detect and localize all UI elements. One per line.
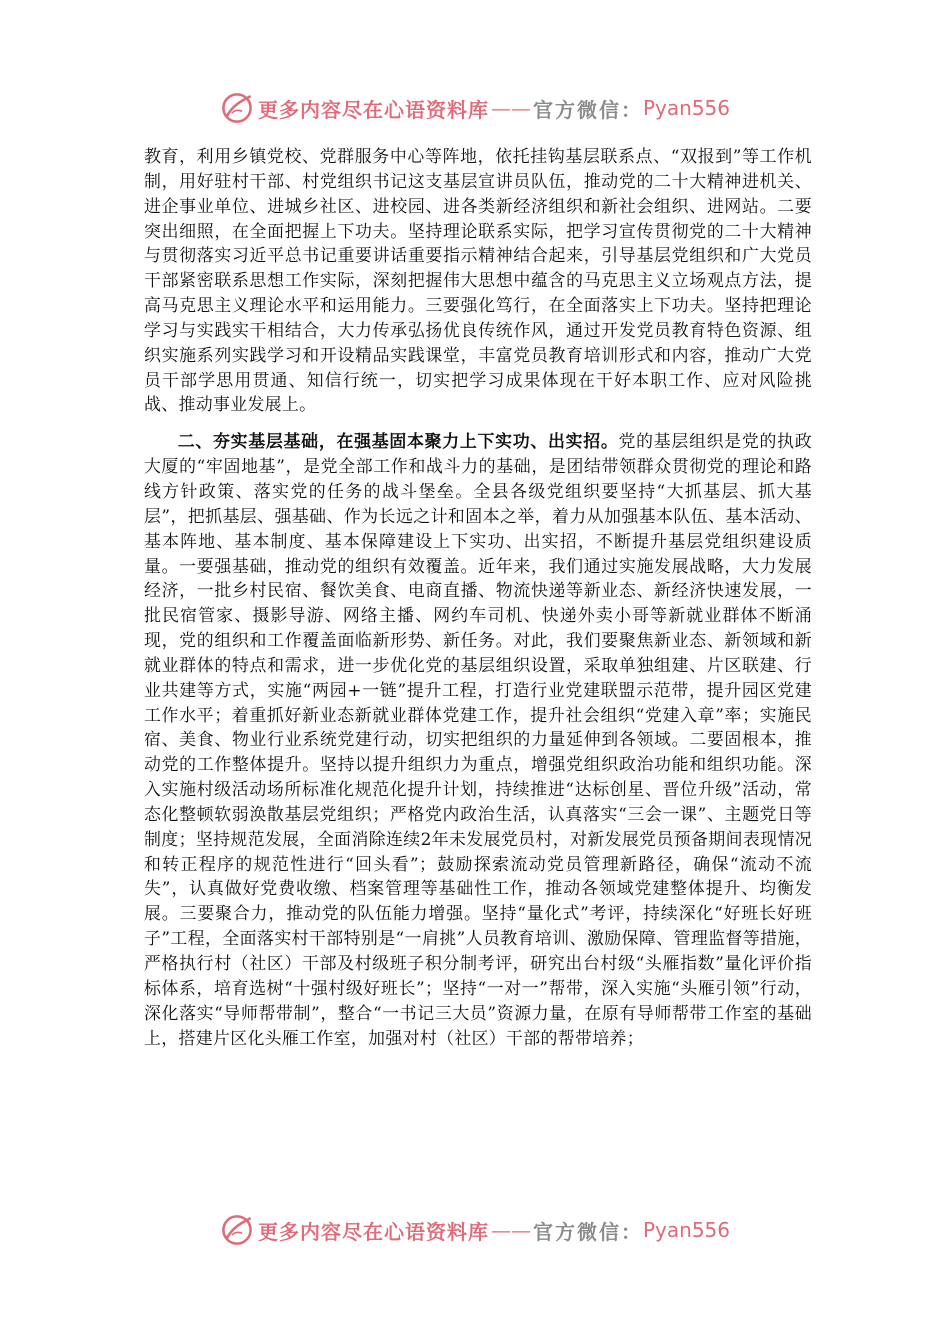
watermark-label: 官方微信： bbox=[532, 1219, 643, 1244]
watermark-brand: 更多内容尽在心语资料库 bbox=[257, 97, 489, 122]
document-body bbox=[144, 144, 812, 1050]
watermark-separator: —— bbox=[490, 1218, 531, 1242]
brand-logo-icon bbox=[220, 1213, 254, 1247]
paragraph-2-text: 党的基层组织是党的执政大厦的“牢固地基”，是党全部工作和战斗力的基础，是团结带领群众贯彻党的理论和路线方针政策、落实党的任务的战斗堡垒。全县各级党组织要坚持“大抓基层、抓大基层”，把抓基层、强基础、作为长远之计和固本之举，着力从加强基本队伍、基本活动、基本阵地、基本制度、基本保障建设上下实功、出实招，不断提升基层党组织建设质量。一要强基础，推动党的组织有效覆盖。近年来，我们通过实施发展战略，大力发展经济，一批乡村民宿、餐饮美食、电商直播、物流快递等新业态、新经济快速发展，一批民宿管家、摄影导游、网络主播、网约车司机、快递外卖小哥等新就业群体不断涌现，党的组织和工作覆盖面临新形势、新任务。对此，我们要聚焦新业态、新领域和新就业群体的特点和需求，进一步优化党的基层组织设置，采取单独组建、片区联建、行业共建等方式，实施“两园+一链”提升工程，打造行业党建联盟示范带，提升园区党建工作水平；着重抓好新业态新就业群体党建工作，提升社会组织“党建入章”率；实施民宿、美食、物业行业系统党建行动，切实把组织的力量延伸到各领域。二要固根本，推动党的工作整体提升。坚持以提升组织力为重点，增强党组织政治功能和组织功能。深入实施村级活动场所标准化规范化提升计划，持续推进“达标创星、晋位升级”活动，常态化整顿软弱涣散基层党组织；严格党内政治生活，认真落实“三会一课”、主题党日等制度；坚持规范发展，全面消除连续2年未发展党员村，对新发展党员预备期间表现情况和转正程序的规范性进行“回头看”；鼓励探索流动党员管理新路径，确保“流动不流失”，认真做好党费收缴、档案管理等基础性工作，推动各领域党建整体提升、均衡发展。三要聚合力，推动党的队伍能力增强。坚持“量化式”考评，持续深化“好班长好班子”工程，全面落实村干部特别是“一肩挑”人员教育培训、激励保障、管理监督等措施，严格执行村（社区）干部及村级班子积分制考评，研究出台村级“头雁指数”量化评价指标体系，培育选树“十强村级好班长”；坚持“一对一”帮带，深入实施“头雁引领”行动，深化落实“导师帮带制”，整合“一书记三大员”资源力量，在原有导师帮带工作室的基础上，搭建片区化头雁工作室，加强对村（社区）干部的帮带培养； bbox=[144, 431, 812, 1048]
brand-logo-icon bbox=[220, 91, 254, 125]
watermark-label: 官方微信： bbox=[532, 97, 643, 122]
watermark-id: Pyan556 bbox=[642, 1218, 730, 1242]
watermark-separator: —— bbox=[490, 96, 531, 120]
header-watermark bbox=[0, 90, 950, 126]
watermark-id: Pyan556 bbox=[642, 96, 730, 120]
footer-watermark bbox=[0, 1212, 950, 1248]
section-heading: 二、夯实基层基础，在强基固本聚力上下实功、出实招。 bbox=[177, 431, 619, 452]
paragraph-1 bbox=[144, 144, 812, 417]
paragraph-1-text: 教育，利用乡镇党校、党群服务中心等阵地，依托挂钩基层联系点、“双报到”等工作机制，用好驻村干部、村党组织书记这支基层宣讲员队伍，推动党的二十大精神进机关、进企事业单位、进城乡社区、进校园、进各类新经济组织和新社会组织、进网站。二要突出细照，在全面把握上下功夫。坚持理论联系实际，把学习宣传贯彻党的二十大精神与贯彻落实习近平总书记重要讲话重要指示精神结合起来，引导基层党组织和广大党员干部紧密联系思想工作实际，深刻把握伟大思想中蕴含的马克思主义立场观点方法，提高马克思主义理论水平和运用能力。三要强化笃行，在全面落实上下功夫。坚持把理论学习与实践实干相结合，大力传承弘扬优良传统作风，通过开发党员教育特色资源、组织实施系列实践学习和开设精品实践课堂，丰富党员教育培训形式和内容，推动广大党员干部学思用贯通、知信行统一，切实把学习成果体现在干好本职工作、应对风险挑战、推动事业发展上。 bbox=[144, 146, 812, 415]
paragraph-2 bbox=[144, 429, 812, 1050]
watermark-brand: 更多内容尽在心语资料库 bbox=[257, 1219, 489, 1244]
